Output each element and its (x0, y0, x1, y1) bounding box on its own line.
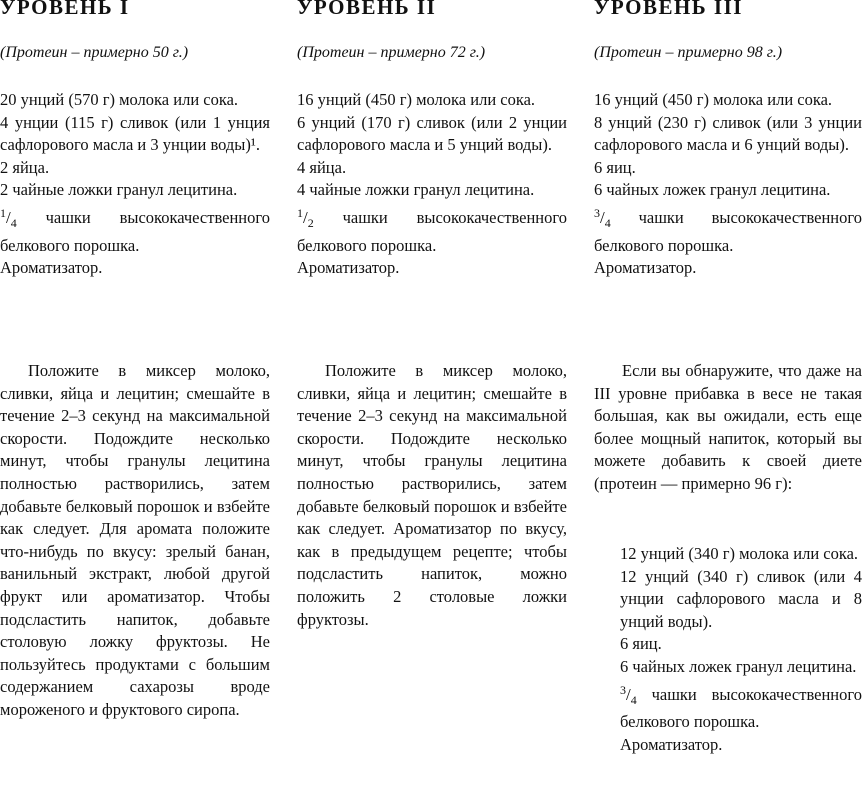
ingredient-item: 4 чайные ложки гранул лецитина. (297, 180, 535, 200)
extra-ingredient-item: 6 чайных ложек гранул лецитина. (620, 656, 857, 676)
fraction-denominator: 2 (307, 215, 314, 230)
ingredient-list (594, 89, 862, 280)
fraction-numerator: 3 (594, 205, 600, 220)
ingredient-item: 6 чайных ложек гранул лецитина. (594, 180, 831, 200)
fraction-slash: / (626, 684, 631, 704)
extra-ingredient-list (594, 543, 862, 756)
ingredient-list (0, 89, 270, 280)
protein-note: (Протеин – примерно 72 г.) (297, 44, 486, 61)
ingredient-item-protein-powder (297, 202, 567, 257)
ingredient-item: 8 унций (230 г) сливок (или 3 унции сафлорового масла и 6 унций воды). (594, 112, 862, 155)
ingredient-item: 4 яйца. (297, 157, 347, 177)
ingredient-item: 6 яиц. (594, 157, 636, 177)
fraction-numerator: 1 (297, 205, 303, 220)
instructions-paragraph: Положите в миксер молоко, сливки, яйца и лецитин; смешайте в течение 2–3 секунд на максимальной скорости. Подождите несколько минут, чтобы гранулы лецитина полностью растворились, затем добавьте белковый порошок и взбейте как следует. Для аромата положите что-нибудь по вкусу: зрелый банан, ванильный экстракт, любой другой фрукт или ароматизатор. Чтобы подсластить напиток, добавьте столовую ложку фруктозы. Не пользуйтесь продуктами с большим содержанием сахарозы вроде мороженого и фруктового сиропа. (0, 361, 270, 719)
level-heading: УРОВЕНЬ III (594, 0, 743, 19)
ingredient-item-protein-powder (0, 202, 270, 257)
fraction-slash: / (600, 207, 605, 227)
protein-powder-text: чашки высококачественного белкового порошка. (594, 207, 862, 255)
protein-powder-text: чашки высококачественного белкового порошка. (620, 684, 862, 732)
extra-ingredient-item: 6 яиц. (620, 634, 662, 654)
ingredient-list (297, 89, 567, 280)
ingredient-item: 2 чайные ложки гранул лецитина. (0, 180, 238, 200)
protein-note: (Протеин – примерно 98 г.) (594, 44, 783, 61)
level-heading: УРОВЕНЬ II (297, 0, 437, 19)
fraction-slash: / (303, 207, 308, 227)
instructions-paragraph: Положите в миксер молоко, сливки, яйца и лецитин; смешайте в течение 2–3 секунд на максимальной скорости. Подождите несколько минут, чтобы гранулы лецитина полностью растворились, затем добавьте белковый порошок и взбейте как следует. Ароматизатор по вкусу, как в предыдущем рецепте; чтобы подсластить напиток, можно положить 2 столовые ложки фруктозы. (297, 361, 567, 629)
ingredient-item: 2 яйца. (0, 157, 50, 177)
instructions-paragraph: Если вы обнаружите, что даже на III уровне прибавка в весе не такая большая, как вы ожидали, есть еще более мощный напиток, который вы можете добавить к своей диете (протеин — примерно 96 г): (594, 361, 862, 493)
ingredient-item: 4 унции (115 г) сливок (или 1 унция сафлорового масла и 3 унции воды)¹. (0, 112, 270, 155)
protein-powder-text: чашки высококачественного белкового порошка. (297, 207, 567, 255)
extra-ingredient-item: 12 унций (340 г) молока или сока. (620, 544, 859, 563)
ingredient-item: 20 унций (570 г) молока или сока. (0, 90, 239, 109)
ingredient-item-flavor: Ароматизатор. (297, 258, 400, 278)
fraction-denominator: 4 (630, 692, 637, 707)
protein-powder-text: чашки высококачественного белкового порошка. (0, 207, 270, 255)
fraction-denominator: 4 (604, 215, 611, 230)
ingredient-item: 16 унций (450 г) молока или сока. (297, 90, 536, 109)
ingredient-item: 16 унций (450 г) молока или сока. (594, 90, 833, 109)
fraction-slash: / (6, 207, 11, 227)
fraction-numerator: 1 (0, 205, 6, 220)
ingredient-item-protein-powder (594, 202, 862, 257)
ingredient-item-flavor: Ароматизатор. (0, 258, 103, 278)
extra-ingredient-item-flavor: Ароматизатор. (620, 734, 723, 754)
level-heading: УРОВЕНЬ I (0, 0, 130, 19)
extra-ingredient-item: 12 унций (340 г) сливок (или 4 унции сафлорового масла и 8 унций воды). (620, 566, 862, 631)
ingredient-item: 6 унций (170 г) сливок (или 2 унции сафлорового масла и 5 унций воды). (297, 112, 567, 155)
ingredient-item-flavor: Ароматизатор. (594, 258, 697, 278)
extra-ingredient-item-protein-powder (594, 679, 862, 734)
protein-note: (Протеин – примерно 50 г.) (0, 44, 189, 61)
fraction-numerator: 3 (620, 682, 626, 697)
fraction-denominator: 4 (10, 215, 17, 230)
